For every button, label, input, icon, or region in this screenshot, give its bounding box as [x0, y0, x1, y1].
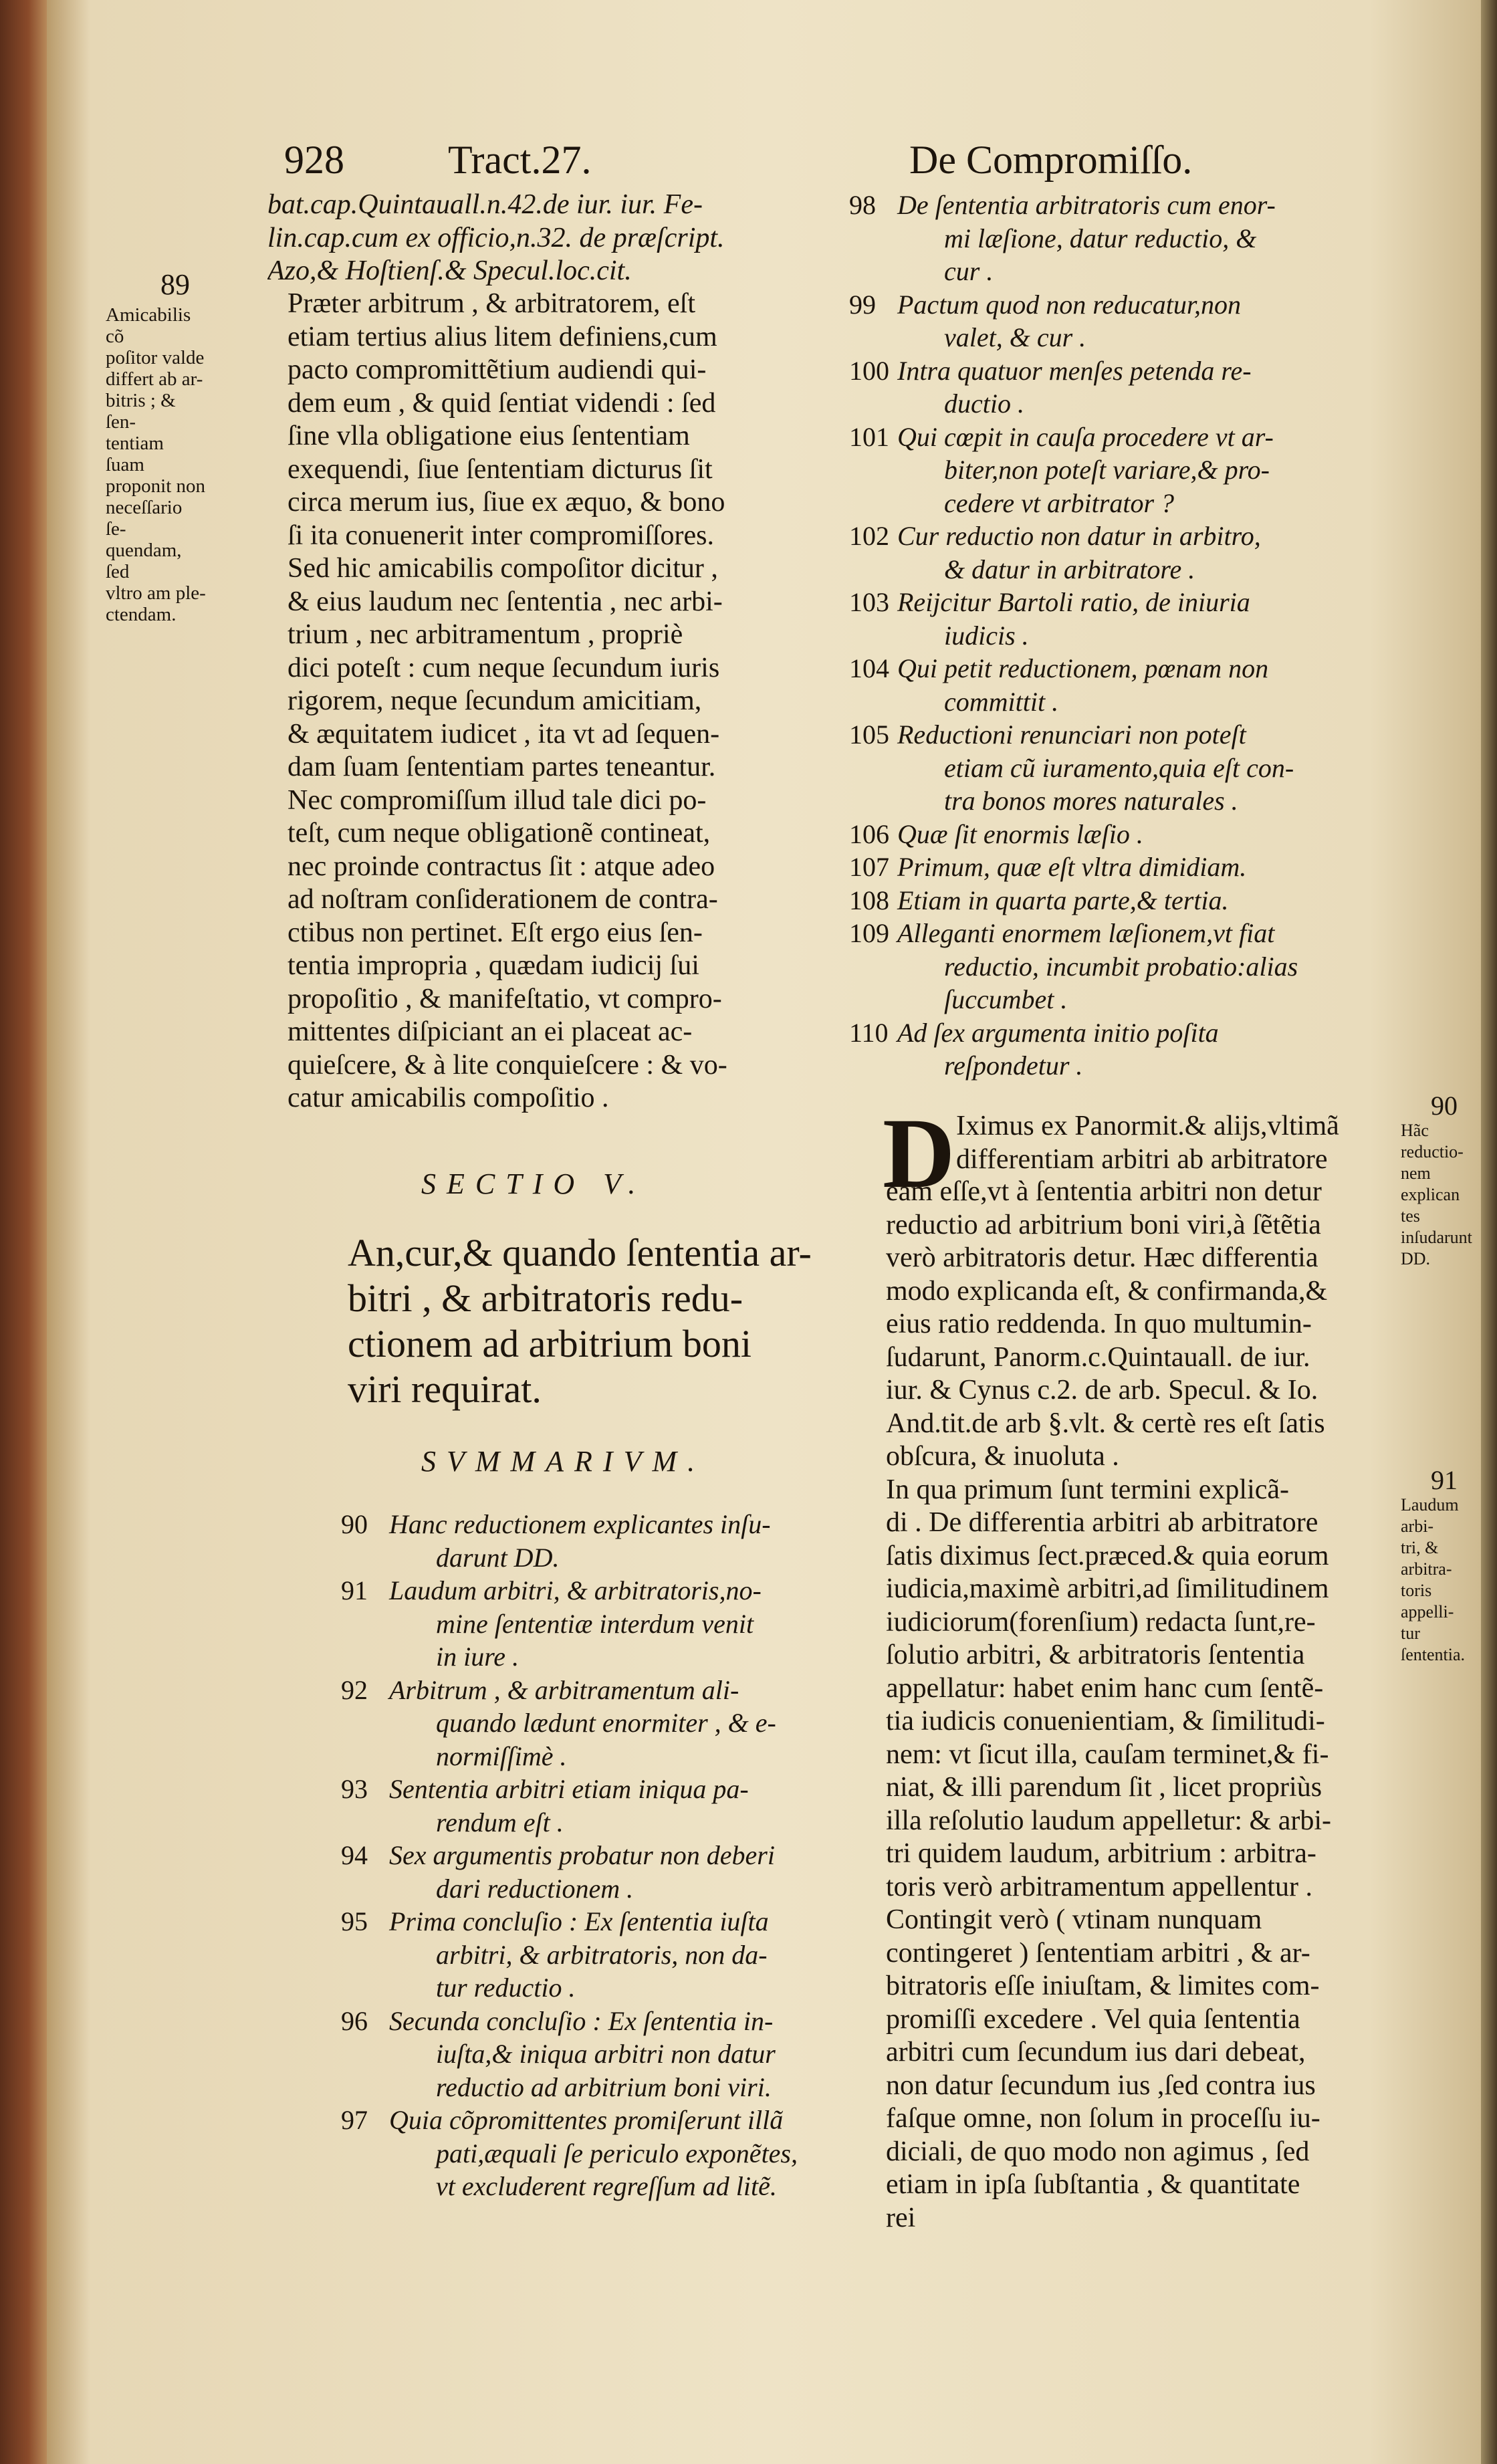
- text-line: promiſſi excedere . Vel quia ſententia: [886, 2003, 1300, 2035]
- summary-line: biter,non poteſt variare,& pro-: [944, 455, 1270, 485]
- text-line: non datur ſecundum ius ,ſed contra ius: [886, 2069, 1316, 2101]
- margin-note-line: toris appelli-: [1401, 1581, 1454, 1621]
- summary-text: [897, 1016, 1431, 1083]
- text-line: nem: vt ſicut illa, cauſam terminet,& fi-: [886, 1739, 1329, 1770]
- summary-number: 105: [849, 719, 889, 750]
- summary-item: [849, 884, 1431, 917]
- section-title: [348, 1230, 896, 1412]
- margin-note-line: tes inſudarunt: [1401, 1206, 1472, 1247]
- summary-text: [897, 520, 1431, 586]
- summary-item: [849, 586, 1431, 652]
- text-line: differentiam arbitri ab arbitratore: [956, 1143, 1328, 1175]
- text-line: illa reſolutio laudum appelletur: & arbi-: [886, 1805, 1331, 1836]
- text-line: dam ſuam ſententiam partes teneantur.: [287, 752, 716, 782]
- text-line: arbitri cum ſecundum ius dari debeat,: [886, 2037, 1306, 2067]
- summary-number: 102: [849, 521, 889, 551]
- page-right-edge: [1481, 0, 1497, 2464]
- text-line: contingeret ) ſententiam arbitri , & ar-: [886, 1937, 1310, 1969]
- margin-note-line: tentiam ſuam: [106, 433, 164, 475]
- margin-note-line: tur ſententia.: [1401, 1623, 1466, 1664]
- text-line: ſine vlla obligatione eius ſententiam: [287, 421, 690, 451]
- summary-number: 104: [849, 653, 889, 683]
- summary-line: Laudum arbitri, & arbitratoris,no-: [389, 1575, 762, 1605]
- summary-line: cur .: [944, 256, 994, 286]
- right-margin-number-91: 91: [1431, 1465, 1458, 1495]
- text-line: Nec compromiſſum illud tale dici po-: [287, 784, 707, 816]
- text-line: & eius laudum nec ſententia , nec arbi-: [287, 586, 723, 617]
- summary-line: Pactum quod non reducatur,non: [897, 289, 1242, 320]
- summary-line: ſuccumbet .: [944, 984, 1068, 1014]
- text-line: reductio ad arbitrium boni viri,à ſẽtẽtia: [886, 1209, 1321, 1240]
- summary-number: 97: [341, 2105, 368, 2135]
- summary-line: Quia cõpromittentes promiſerunt illã: [389, 2105, 784, 2135]
- summary-line: reductio ad arbitrium boni viri.: [436, 2071, 772, 2102]
- right-margin-note-90: [1401, 1120, 1481, 1270]
- summary-line: darunt DD.: [436, 1542, 560, 1573]
- summary-line: Cur reductio non datur in arbitro,: [897, 521, 1261, 551]
- summary-item: [341, 1508, 889, 1574]
- book-page: [47, 0, 1484, 2464]
- summary-item: [341, 1574, 889, 1674]
- text-line: etiam in ipſa ſubſtantia , & quantitate: [886, 2169, 1300, 2200]
- text-line: quieſcere, & à lite conquieſcere : & vo-: [287, 1049, 727, 1081]
- text-line: eam eſſe,vt à ſententia arbitri non detur: [886, 1176, 1322, 1207]
- summary-text: [897, 652, 1431, 718]
- text-line: circa merum ius, ſiue ex æquo, & bono: [287, 487, 725, 518]
- summary-text: [389, 1674, 889, 1773]
- summary-number: 107: [849, 852, 889, 882]
- summary-text: [897, 586, 1431, 652]
- summary-number: 90: [341, 1509, 368, 1539]
- text-line: catur amicabilis compoſitio .: [287, 1083, 609, 1113]
- summary-line: iudicis .: [944, 620, 1029, 651]
- summary-item: [341, 2104, 889, 2203]
- summary-text: [389, 2005, 889, 2104]
- summary-line: normiſſimè .: [436, 1741, 567, 1771]
- margin-note-line: DD.: [1401, 1249, 1431, 1268]
- summary-line: & datur in arbitratore .: [944, 554, 1195, 584]
- text-line: In qua primum ſunt termini explicã-: [886, 1474, 1290, 1505]
- summary-line: Prima concluſio : Ex ſententia iuſta: [389, 1906, 769, 1936]
- summary-line: Sententia arbitri etiam iniqua pa-: [389, 1774, 749, 1804]
- tract-label: Tract.27.: [448, 138, 592, 182]
- text-line: propoſitio , & manifeſtatio, vt compro-: [287, 983, 722, 1014]
- running-title: De Compromiſſo.: [909, 138, 1193, 182]
- summary-line: vt excluderent regreſſum ad litẽ.: [436, 2171, 777, 2201]
- citation-line: Azo,& Hoſtienſ.& Specul.loc.cit.: [267, 255, 632, 286]
- text-line: ctibus non pertinet. Eſt ergo eius ſen-: [287, 917, 703, 948]
- citation-line: lin.cap.cum ex officio,n.32. de præſcript.: [267, 222, 725, 253]
- summary-number: 95: [341, 1906, 368, 1936]
- summary-line: cedere vt arbitrator ?: [944, 487, 1175, 518]
- summary-text: [389, 1905, 889, 2005]
- summary-line: Etiam in quarta parte,& tertia.: [897, 885, 1229, 915]
- summary-number: 101: [849, 421, 889, 452]
- text-line: ſatis diximus ſect.præced.& quia eorum: [886, 1540, 1329, 1571]
- left-citation-lines: [267, 189, 869, 288]
- summary-item: [849, 917, 1431, 1016]
- summary-number: 91: [341, 1575, 368, 1605]
- summary-line: Qui petit reductionem, pœnam non: [897, 653, 1269, 683]
- text-line: ſolutio arbitri, & arbitratoris ſententia: [886, 1640, 1305, 1670]
- left-paragraph: [287, 288, 876, 1115]
- summary-line: Primum, quæ eſt vltra dimidiam.: [897, 852, 1247, 882]
- summary-line: mi læſione, datur reductio, &: [944, 223, 1257, 253]
- margin-note-line: Amicabilis cõ: [106, 304, 191, 347]
- text-line: ſudarunt, Panorm.c.Quintauall. de iur.: [886, 1341, 1310, 1373]
- summary-item: [849, 520, 1431, 586]
- summary-item: [849, 652, 1431, 718]
- text-line: verò arbitratoris detur. Hæc differentia: [886, 1242, 1318, 1273]
- text-line: ſi ita conuenerit inter compromiſſores.: [287, 520, 714, 551]
- summary-text: [897, 421, 1431, 520]
- summary-text: [897, 851, 1431, 884]
- summary-text: [389, 1574, 889, 1674]
- text-line: dem eum , & quid ſentiat videndi : ſed: [287, 387, 716, 419]
- margin-note-line: vltro am ple-: [106, 582, 206, 604]
- text-line: iur. & Cynus c.2. de arb. Specul. & Io.: [886, 1375, 1318, 1406]
- text-line: tri quidem laudum, arbitrium : arbitra-: [886, 1838, 1316, 1869]
- dropcap-lines: [956, 1110, 1424, 1176]
- summary-item: [849, 851, 1431, 884]
- summary-line: in iure .: [436, 1642, 520, 1672]
- margin-note-line: Laudum arbi-: [1401, 1495, 1459, 1536]
- margin-note-line: bitris ; & ſen-: [106, 390, 176, 433]
- margin-note-line: Hãc reductio-: [1401, 1121, 1464, 1161]
- summary-text: [897, 354, 1431, 421]
- text-line: Iximus ex Panormit.& alijs,vltimã: [956, 1111, 1339, 1141]
- text-line: Præter arbitrum , & arbitratorem, eſt: [287, 288, 695, 319]
- summary-line: Intra quatuor menſes petenda re-: [897, 355, 1252, 386]
- summary-line: Arbitrum , & arbitramentum ali-: [389, 1674, 739, 1705]
- summary-item: [849, 1016, 1431, 1083]
- section-title-line: An,cur,& quando ſententia ar-: [348, 1231, 812, 1274]
- summary-text: [897, 189, 1431, 288]
- margin-note-line: differt ab ar-: [106, 368, 203, 390]
- text-line: obſcura, & inuoluta .: [886, 1441, 1119, 1472]
- right-margin-number-90: 90: [1431, 1091, 1458, 1121]
- text-line: bitratoris eſſe iniuſtam, & limites com-: [886, 1971, 1320, 2001]
- text-line: iudicia,maximè arbitri,ad ſimilitudinem: [886, 1573, 1329, 1604]
- summary-line: Reductioni renunciari non poteſt: [897, 719, 1246, 750]
- right-margin-note-91: [1401, 1494, 1481, 1666]
- summary-number: 92: [341, 1674, 368, 1705]
- margin-note-line: proponit non: [106, 475, 206, 497]
- text-line: rigorem, neque ſecundum amicitiam,: [287, 685, 702, 716]
- right-summary-list: [849, 189, 1431, 1083]
- summary-number: 106: [849, 818, 889, 849]
- summary-item: [341, 2005, 889, 2104]
- summary-item: [849, 189, 1431, 288]
- summary-line: iuſta,& iniqua arbitri non datur: [436, 2039, 776, 2069]
- summary-line: Secunda concluſio : Ex ſententia in-: [389, 2005, 774, 2036]
- summary-number: 96: [341, 2005, 368, 2036]
- text-line: diciali, de quo modo non agimus , ſed: [886, 2136, 1310, 2167]
- summary-number: 108: [849, 885, 889, 915]
- summary-number: 99: [849, 289, 876, 320]
- summary-number: 93: [341, 1774, 368, 1804]
- summary-line: Sex argumentis probatur non deberi: [389, 1840, 775, 1870]
- summary-item: [341, 1674, 889, 1773]
- summary-item: [849, 818, 1431, 851]
- summary-text: [389, 2104, 889, 2203]
- summary-text: [897, 917, 1431, 1016]
- summary-line: dari reductionem .: [436, 1873, 634, 1904]
- summary-item: [341, 1839, 889, 1905]
- summary-label: SVMMARIVM.: [421, 1445, 706, 1478]
- summary-number: 94: [341, 1840, 368, 1870]
- drop-cap: D: [883, 1098, 955, 1209]
- left-summary-list: [341, 1508, 889, 2203]
- text-line: toris verò arbitramentum appellentur .: [886, 1871, 1312, 1902]
- summary-line: Qui cœpit in cauſa procedere vt ar-: [897, 421, 1274, 452]
- summary-line: Alleganti enormem læſionem,vt fiat: [897, 918, 1275, 948]
- section-title-line: bitri , & arbitratoris redu-: [348, 1276, 743, 1320]
- summary-number: 100: [849, 355, 889, 386]
- summary-number: 103: [849, 587, 889, 617]
- text-line: appellatur: habet enim hanc cum ſentẽ-: [886, 1672, 1324, 1704]
- text-line: mittentes diſpiciant an ei placeat ac-: [287, 1016, 693, 1047]
- summary-item: [341, 1905, 889, 2005]
- summary-item: [849, 354, 1431, 421]
- summary-line: rendum eſt .: [436, 1807, 564, 1837]
- text-line: exequendi, ſiue ſententiam dicturus ſit: [287, 453, 713, 485]
- summary-number: 109: [849, 918, 889, 948]
- text-line: iudiciorum(forenſium) redacta ſunt,re-: [886, 1606, 1316, 1638]
- text-line: teſt, cum neque obligationẽ contineat,: [287, 818, 711, 849]
- text-line: dici poteſt : cum neque ſecundum iuris: [287, 652, 720, 683]
- text-line: & æquitatem iudicet , ita vt ad ſequen-: [287, 718, 720, 750]
- margin-note-line: tri, & arbitra-: [1401, 1538, 1452, 1579]
- summary-item: [849, 421, 1431, 520]
- summary-number: 98: [849, 190, 876, 220]
- text-line: modo explicanda eſt, & confirmanda,&: [886, 1275, 1328, 1307]
- text-line: di . De differentia arbitri ab arbitratore: [886, 1507, 1318, 1538]
- summary-text: [389, 1508, 889, 1574]
- summary-line: tra bonos mores naturales .: [944, 786, 1238, 816]
- summary-line: De ſententia arbitratoris cum enor-: [897, 190, 1276, 220]
- text-line: eius ratio reddenda. In quo multumin-: [886, 1309, 1312, 1339]
- summary-text: [897, 718, 1431, 818]
- summary-text: [897, 818, 1431, 851]
- summary-line: arbitri, & arbitratoris, non da-: [436, 1939, 768, 1970]
- text-line: rei: [886, 2202, 916, 2233]
- summary-line: quando lædunt enormiter , & e-: [436, 1708, 776, 1738]
- left-margin-number: 89: [160, 268, 190, 301]
- text-line: ad noſtram conſiderationem de contra-: [287, 884, 718, 915]
- text-line: faſque omne, non ſolum in proceſſu iu-: [886, 2103, 1320, 2134]
- summary-line: etiam cũ iuramento,quia eſt con-: [944, 752, 1294, 783]
- summary-text: [897, 288, 1431, 354]
- summary-text: [389, 1839, 889, 1905]
- text-line: tentia impropria , quædam iudicij ſui: [287, 950, 699, 981]
- summary-item: [849, 288, 1431, 354]
- margin-note-line: nem explican: [1401, 1163, 1460, 1204]
- section-label: SECTIO V.: [421, 1167, 647, 1200]
- margin-note-line: poſitor valde: [106, 347, 205, 368]
- summary-text: [897, 884, 1431, 917]
- book-binding-edge: [0, 0, 47, 2464]
- section-title-line: viri requirat.: [348, 1367, 542, 1411]
- summary-line: committit .: [944, 686, 1059, 717]
- summary-line: pati,æquali ſe periculo exponẽtes,: [436, 2138, 798, 2168]
- section-title-line: ctionem ad arbitrium boni: [348, 1322, 752, 1365]
- page-number: 928: [284, 138, 344, 182]
- summary-line: Hanc reductionem explicantes inſu-: [389, 1509, 771, 1539]
- summary-number: 110: [849, 1017, 889, 1048]
- summary-line: Ad ſex argumenta initio poſita: [897, 1017, 1219, 1048]
- text-line: Contingit verò ( vtinam nunquam: [886, 1904, 1262, 1935]
- text-line: trium , nec arbitramentum , propriè: [287, 619, 683, 650]
- margin-note-line: quendam, ſed: [106, 540, 182, 582]
- text-line: niat, & illi parendum ſit , licet propriùs: [886, 1772, 1322, 1803]
- summary-line: reductio, incumbit probatio:alias: [944, 951, 1298, 982]
- text-line: Sed hic amicabilis compoſitor dicitur ,: [287, 553, 718, 584]
- summary-line: tur reductio .: [436, 1973, 576, 2003]
- text-line: nec proinde contractus ſit : atque adeo: [287, 851, 715, 882]
- margin-note-line: ctendam.: [106, 604, 177, 625]
- text-line: tia iudicis conuenientiam, & ſimilitudi-: [886, 1706, 1325, 1737]
- summary-text: [389, 1773, 889, 1839]
- citation-line: bat.cap.Quintauall.n.42.de iur. iur. Fe-: [267, 189, 703, 220]
- summary-line: valet, & cur .: [944, 322, 1086, 352]
- text-line: And.tit.de arb §.vlt. & certè res eſt ſatis: [886, 1408, 1325, 1439]
- margin-note-line: neceſſario ſe-: [106, 497, 183, 540]
- summary-line: ductio .: [944, 388, 1024, 419]
- summary-line: Quæ ſit enormis læſio .: [897, 818, 1143, 849]
- summary-line: Reijcitur Bartoli ratio, de iniuria: [897, 587, 1250, 617]
- summary-item: [341, 1773, 889, 1839]
- text-line: etiam tertius alius litem definiens,cum: [287, 321, 717, 352]
- summary-item: [849, 718, 1431, 818]
- text-line: pacto compromittẽtium audiendi qui-: [287, 354, 707, 385]
- summary-line: mine ſententiæ interdum venit: [436, 1608, 754, 1639]
- right-paragraph: [886, 1175, 1421, 2235]
- summary-line: reſpondetur .: [944, 1050, 1083, 1081]
- left-margin-note: [106, 304, 206, 625]
